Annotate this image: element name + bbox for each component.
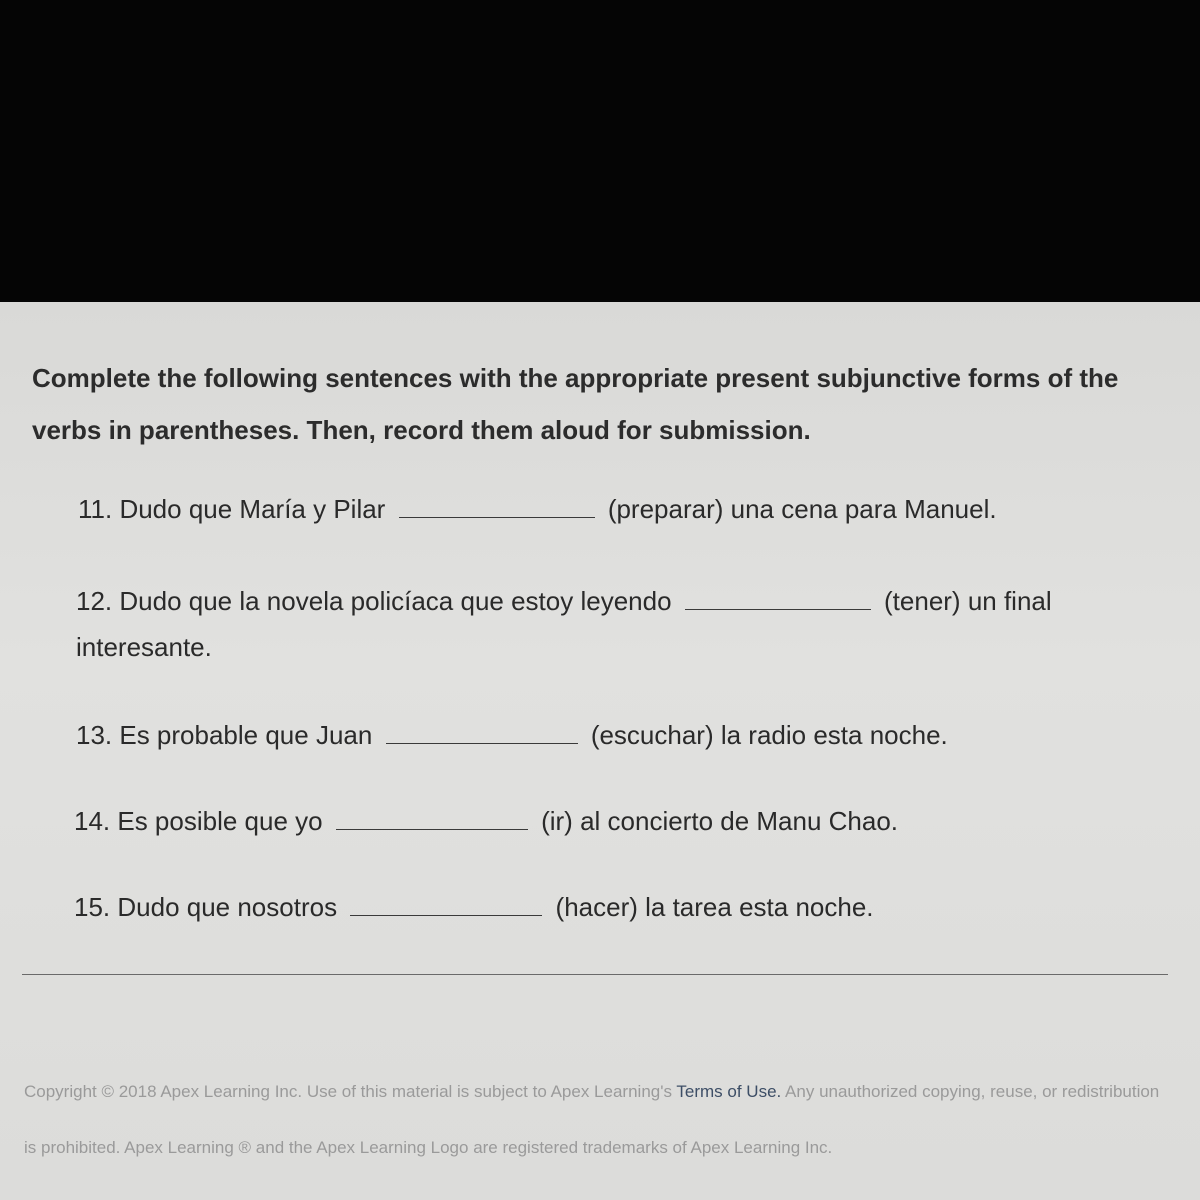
copyright-footer	[24, 1064, 1174, 1176]
question-11	[78, 494, 997, 525]
question-text: 13. Es probable que Juan	[76, 720, 373, 750]
question-12-continuation: interesante.	[76, 632, 212, 662]
copyright-text-continued: Any unauthorized copying, reuse, or redistribution is prohibited. Apex Learning ® and the Apex Learning Logo are registered trademarks of Apex Learning Inc.	[24, 1082, 1160, 1157]
photo-dark-background	[0, 0, 1200, 302]
question-14	[74, 806, 898, 837]
instructions-text: Complete the following sentences with the appropriate present subjunctive forms of the verbs in parentheses. Then, record them aloud for submission.	[32, 363, 1119, 445]
question-13	[76, 720, 948, 751]
section-divider	[22, 974, 1168, 975]
answer-blank-11[interactable]	[399, 516, 595, 518]
worksheet-screen	[0, 302, 1200, 1200]
answer-blank-14[interactable]	[336, 828, 528, 830]
question-text: 15. Dudo que nosotros	[74, 892, 338, 922]
question-verb-hint: (preparar) una cena para Manuel.	[607, 494, 997, 524]
copyright-text: Copyright © 2018 Apex Learning Inc. Use of this material is subject to Apex Learning's	[24, 1082, 672, 1101]
question-12	[76, 586, 1052, 617]
question-verb-hint: (escuchar) la radio esta noche.	[590, 720, 948, 750]
question-15	[74, 892, 874, 923]
answer-blank-12[interactable]	[685, 608, 871, 610]
question-verb-hint: (tener) un final	[884, 586, 1052, 616]
answer-blank-13[interactable]	[386, 742, 578, 744]
question-text: 11. Dudo que María y Pilar	[78, 494, 386, 524]
question-verb-hint: (ir) al concierto de Manu Chao.	[541, 806, 899, 836]
question-verb-hint: (hacer) la tarea esta noche.	[555, 892, 874, 922]
question-text: 12. Dudo que la novela policíaca que estoy leyendo	[76, 586, 672, 616]
terms-of-use-link[interactable]: Terms of Use.	[676, 1082, 782, 1101]
question-text: 14. Es posible que yo	[74, 806, 323, 836]
answer-blank-15[interactable]	[350, 914, 542, 916]
